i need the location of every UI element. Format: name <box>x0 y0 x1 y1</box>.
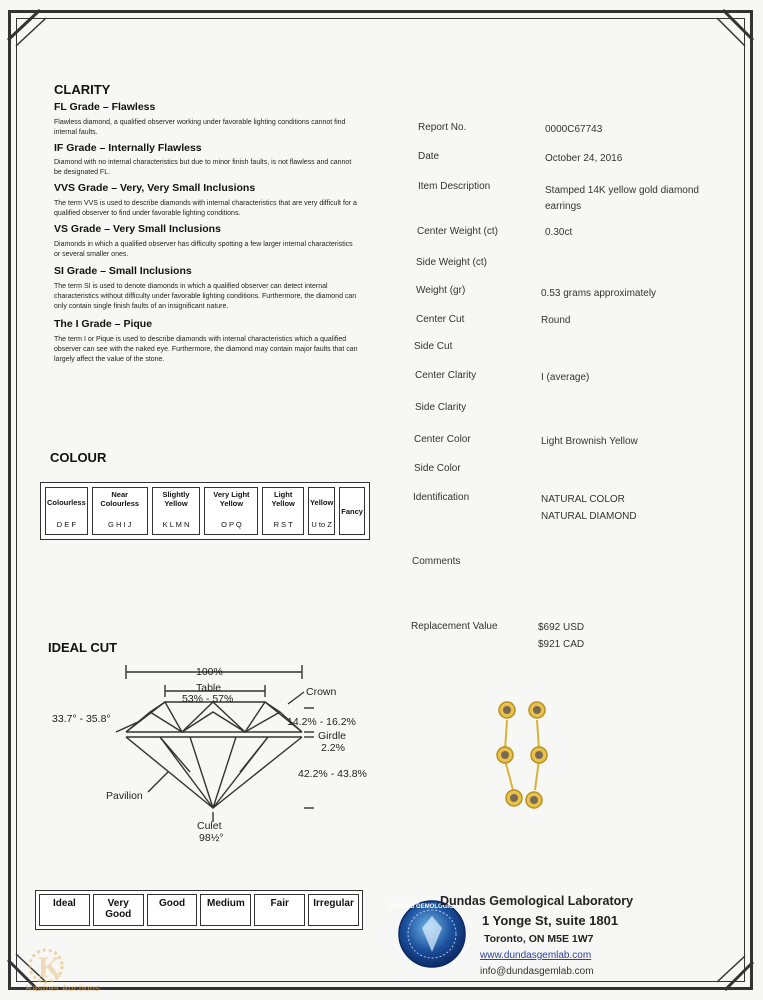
ideal-cut-diagram <box>90 660 380 850</box>
clarity-desc-if: Diamond with no internal characteristics but due to minor finish faults, is not flawless and cannot be designated FL. <box>54 159 352 176</box>
value-date: October 24, 2016 <box>545 153 623 164</box>
lab-email[interactable]: info@dundasgemlab.com <box>480 966 594 977</box>
label-comments: Comments <box>412 556 461 567</box>
svg-text:K: K <box>38 951 62 984</box>
cut-girdle-value: 2.2% <box>321 742 345 754</box>
clarity-desc-si: The term SI is used to denote diamonds in which a qualified observer can detect internal characteristics without difficulty under favorable lighting conditions. Furthermore, the diamond can only contain single finish faults of an insignificant nature. <box>54 283 357 310</box>
clarity-desc-vvs: The term VVS is used to describe diamonds with internal characteristics that are very difficult for a qualified observer to find under favorable lighting conditions. <box>54 200 357 217</box>
value-identification-2: NATURAL DIAMOND <box>541 511 637 522</box>
cut-grade-medium: Medium <box>200 894 251 926</box>
value-replacement-usd: $692 USD <box>538 622 585 633</box>
label-center-cut: Center Cut <box>416 314 465 325</box>
cut-culet-label: Culet <box>197 820 222 832</box>
colour-cell-colourless: Colourless D E F <box>45 487 88 535</box>
cut-culet-value: 98½° <box>199 832 224 844</box>
label-date: Date <box>418 151 440 162</box>
clarity-grade-vvs: VVS Grade – Very, Very Small Inclusions <box>54 182 256 194</box>
cut-grade-irregular: Irregular <box>308 894 359 926</box>
colour-cell-fancy: Fancy <box>339 487 365 535</box>
cut-grade-fair: Fair <box>254 894 305 926</box>
ideal-cut-title: IDEAL CUT <box>48 640 118 655</box>
colour-cell-very-light-yellow: Very Light Yellow O P Q <box>204 487 258 535</box>
clarity-desc-i: The term I or Pique is used to describe diamonds with internal characteristics which a qualified observer can see with the naked eye. Furthermore, the diamond may contain major faults that can largely affect the value of the stone. <box>54 336 358 363</box>
cut-table-range: 53% - 57% <box>182 693 234 705</box>
label-side-clarity: Side Clarity <box>415 402 467 413</box>
clarity-title: CLARITY <box>54 82 111 97</box>
colour-cell-light-yellow: Light Yellow R S T <box>262 487 304 535</box>
cut-pavilion-depth: 42.2% - 43.8% <box>298 768 367 780</box>
clarity-grade-if: IF Grade – Internally Flawless <box>54 142 202 154</box>
value-center-color: Light Brownish Yellow <box>541 436 638 447</box>
label-item-description: Item Description <box>418 181 491 192</box>
lab-name: Dundas Gemological Laboratory <box>440 894 634 908</box>
cut-pavilion-label: Pavilion <box>106 790 143 802</box>
value-replacement-cad: $921 CAD <box>538 639 585 650</box>
label-replacement-value: Replacement Value <box>411 621 498 632</box>
value-item-description: Stamped 14K yellow gold diamond earrings <box>545 185 699 212</box>
clarity-desc-vs: Diamonds in which a qualified observer has difficulty spotting a few larger internal characteristics or several smaller ones. <box>54 241 353 258</box>
lab-website-link[interactable]: www.dundasgemlab.com <box>480 950 592 961</box>
watermark-logo <box>18 944 101 994</box>
clarity-grade-i: The I Grade – Pique <box>54 318 153 330</box>
cut-table-label: Table <box>196 682 222 694</box>
label-center-color: Center Color <box>414 434 471 445</box>
value-identification-1: NATURAL COLOR <box>541 494 625 505</box>
label-center-weight: Center Weight (ct) <box>417 226 498 237</box>
cut-grade-scale <box>35 890 363 930</box>
label-center-clarity: Center Clarity <box>415 370 477 381</box>
colour-scale <box>40 482 370 540</box>
label-identification: Identification <box>413 492 470 503</box>
label-report-no: Report No. <box>418 122 467 133</box>
cut-total-width: 100% <box>196 666 223 678</box>
clarity-grade-si: SI Grade – Small Inclusions <box>54 265 192 277</box>
cut-grade-good: Good <box>147 894 198 926</box>
value-report-no: 0000C67743 <box>545 124 603 135</box>
cut-grade-ideal: Ideal <box>39 894 90 926</box>
colour-title: COLOUR <box>50 450 107 465</box>
lab-city: Toronto, ON M5E 1W7 <box>484 933 594 945</box>
label-side-weight: Side Weight (ct) <box>416 257 487 268</box>
lab-address: 1 Yonge St, suite 1801 <box>482 913 619 928</box>
cut-crown-height: 14.2% - 16.2% <box>287 716 356 728</box>
earrings-photo <box>485 690 575 820</box>
label-side-color: Side Color <box>414 463 461 474</box>
colour-cell-slightly-yellow: Slightly Yellow K L M N <box>152 487 201 535</box>
cut-crown-angle: 33.7° - 35.8° <box>52 713 111 725</box>
label-weight-gr: Weight (gr) <box>416 285 466 296</box>
value-center-weight: 0.30ct <box>545 227 573 238</box>
cut-girdle-label: Girdle <box>318 730 347 742</box>
value-center-clarity: I (average) <box>541 372 590 383</box>
colour-cell-near-colourless: Near Colourless G H I J <box>92 487 148 535</box>
value-center-cut: Round <box>541 315 571 326</box>
label-side-cut: Side Cut <box>414 341 453 352</box>
lab-seal-icon <box>388 898 476 970</box>
svg-text:DUNDAS GEMOLOGICAL LAB: DUNDAS GEMOLOGICAL LAB <box>388 904 476 910</box>
svg-text:Kastner Auctions: Kastner Auctions <box>26 983 101 993</box>
colour-cell-yellow: Yellow U to Z <box>308 487 335 535</box>
clarity-desc-fl: Flawless diamond, a qualified observer working under favorable lighting conditions cannot find internal faults. <box>54 119 346 136</box>
value-weight-gr: 0.53 grams approximately <box>541 288 657 299</box>
clarity-grade-vs: VS Grade – Very Small Inclusions <box>54 223 221 235</box>
cut-crown-label: Crown <box>306 686 337 698</box>
cut-grade-very-good: Very Good <box>93 894 144 926</box>
clarity-grade-fl: FL Grade – Flawless <box>54 101 156 113</box>
